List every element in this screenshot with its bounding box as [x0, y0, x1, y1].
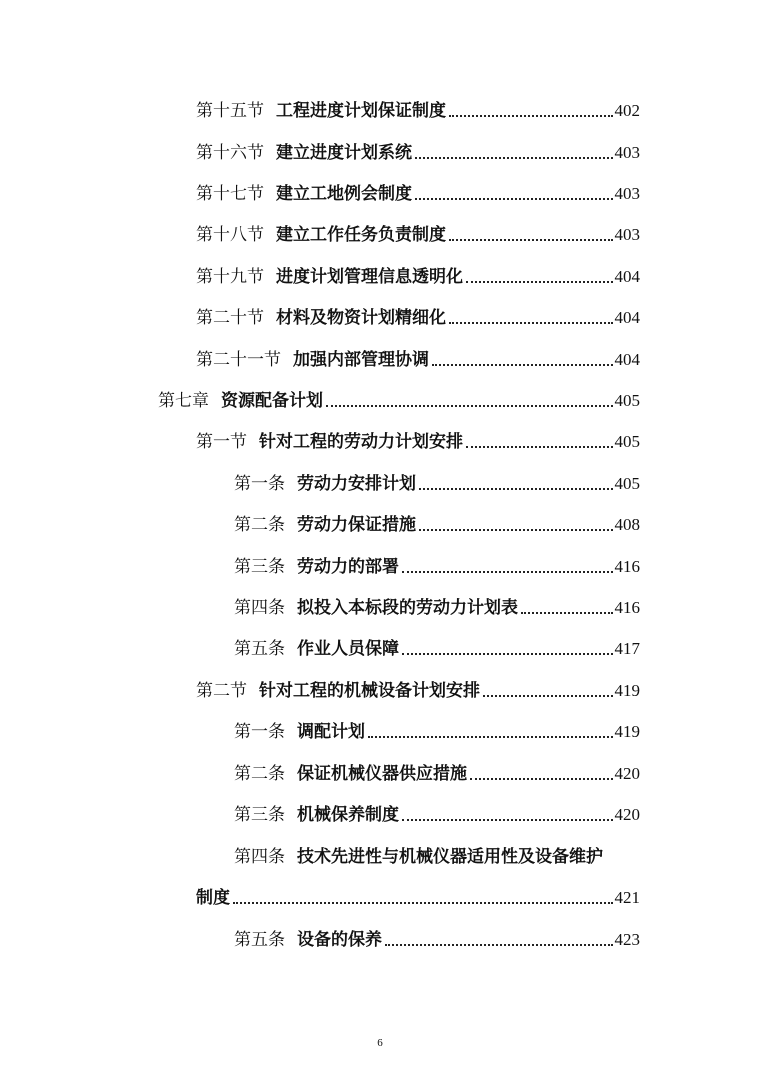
- dot-leader: [368, 734, 613, 738]
- toc-entry-label: 第十五节: [196, 101, 264, 121]
- toc-entry-page: 403: [614, 143, 640, 162]
- toc-entry[interactable]: [196, 179, 640, 205]
- toc-entry[interactable]: [196, 138, 640, 164]
- toc-entry-page: 408: [614, 515, 640, 534]
- toc-entry-label: 第十七节: [196, 184, 264, 204]
- toc-entry-page: 405: [614, 474, 640, 493]
- toc-entry-page: 404: [614, 308, 640, 327]
- toc-entry[interactable]: [196, 220, 640, 246]
- toc-entry-page: 419: [614, 722, 640, 741]
- toc-entry-page: 416: [614, 557, 640, 576]
- dot-leader: [470, 776, 613, 780]
- toc-entry-title: 材料及物资计划精细化: [276, 308, 446, 328]
- toc-entry-title: 加强内部管理协调: [293, 350, 429, 370]
- toc-entry-label: 第一节: [196, 432, 247, 452]
- toc-entry-label: 第二十一节: [196, 350, 281, 370]
- toc-entry-title: 拟投入本标段的劳动力计划表: [297, 598, 518, 618]
- toc-entry-title-continuation: 制度: [196, 888, 230, 908]
- toc-entry-label: 第十八节: [196, 225, 264, 245]
- toc-entry-page: 420: [614, 764, 640, 783]
- toc-entry-title: 资源配备计划: [221, 391, 323, 411]
- toc-entry[interactable]: [196, 676, 640, 702]
- toc-entry-page: 403: [614, 184, 640, 203]
- toc-entry[interactable]: [196, 262, 640, 288]
- toc-entry-page: 403: [614, 225, 640, 244]
- toc-entry[interactable]: [196, 303, 640, 329]
- toc-entry[interactable]: [196, 427, 640, 453]
- toc-entry-page: 417: [614, 639, 640, 658]
- toc-entry-title: 机械保养制度: [297, 805, 399, 825]
- toc-entry-title: 进度计划管理信息透明化: [276, 267, 463, 287]
- dot-leader: [432, 362, 613, 366]
- toc-entry-title: 劳动力保证措施: [297, 515, 416, 535]
- toc-entry[interactable]: [196, 96, 640, 122]
- dot-leader: [419, 527, 613, 531]
- toc-entry[interactable]: [234, 842, 640, 868]
- toc-entry-page: 405: [614, 391, 640, 410]
- toc-entry-label: 第七章: [158, 391, 209, 411]
- toc-entry-label: 第十九节: [196, 267, 264, 287]
- toc-entry-title: 调配计划: [297, 722, 365, 742]
- toc-entry-page: 420: [614, 805, 640, 824]
- toc-entry-page: 416: [614, 598, 640, 617]
- toc-entry-label: 第一条: [234, 722, 285, 742]
- dot-leader: [449, 113, 613, 117]
- toc-entry[interactable]: [234, 634, 640, 660]
- dot-leader: [233, 900, 613, 904]
- toc-entry-title: 技术先进性与机械仪器适用性及设备维护: [297, 847, 603, 867]
- toc-entry-label: 第五条: [234, 930, 285, 950]
- dot-leader: [385, 942, 613, 946]
- dot-leader: [449, 237, 613, 241]
- toc-entry-label: 第五条: [234, 639, 285, 659]
- toc-entry[interactable]: [196, 345, 640, 371]
- toc-entry-title: 劳动力安排计划: [297, 474, 416, 494]
- toc-entry-page: 404: [614, 267, 640, 286]
- toc-entry[interactable]: [234, 925, 640, 951]
- dot-leader: [419, 486, 613, 490]
- dot-leader: [466, 444, 613, 448]
- toc-entry-label: 第三条: [234, 557, 285, 577]
- toc-entry-title: 工程进度计划保证制度: [276, 101, 446, 121]
- dot-leader: [402, 569, 613, 573]
- toc-entry-title: 设备的保养: [297, 930, 382, 950]
- toc-entry-title: 劳动力的部署: [297, 557, 399, 577]
- toc-entry[interactable]: [234, 800, 640, 826]
- page-footer-number: 6: [377, 1037, 383, 1049]
- toc-entry[interactable]: [234, 510, 640, 536]
- dot-leader: [402, 817, 613, 821]
- toc-entry-title: 建立工地例会制度: [276, 184, 412, 204]
- toc-entry-title: 针对工程的劳动力计划安排: [259, 432, 463, 452]
- dot-leader: [415, 155, 613, 159]
- toc-entry-label: 第四条: [234, 847, 285, 867]
- toc-entry-continuation[interactable]: [196, 883, 640, 909]
- dot-leader: [402, 651, 613, 655]
- toc-entry-label: 第四条: [234, 598, 285, 618]
- dot-leader: [415, 196, 613, 200]
- dot-leader: [449, 320, 613, 324]
- toc-entry-title: 作业人员保障: [297, 639, 399, 659]
- dot-leader: [483, 693, 613, 697]
- toc-chapter-entry[interactable]: [158, 386, 640, 412]
- toc-entry-title: 建立进度计划系统: [276, 143, 412, 163]
- toc-entry-page: 405: [614, 432, 640, 451]
- toc-entry-page: 404: [614, 350, 640, 369]
- dot-leader: [521, 610, 613, 614]
- toc-entry[interactable]: [234, 759, 640, 785]
- toc-entry-label: 第二条: [234, 515, 285, 535]
- toc-entry[interactable]: [234, 552, 640, 578]
- toc-entry-label: 第三条: [234, 805, 285, 825]
- toc-entry-label: 第十六节: [196, 143, 264, 163]
- toc-entry[interactable]: [234, 717, 640, 743]
- toc-entry-page: 402: [614, 101, 640, 120]
- toc-entry-label: 第二条: [234, 764, 285, 784]
- toc-entry-title: 建立工作任务负责制度: [276, 225, 446, 245]
- toc-entry[interactable]: [234, 469, 640, 495]
- toc-entry-page: 423: [614, 930, 640, 949]
- toc-entry[interactable]: [234, 593, 640, 619]
- toc-entry-page: 419: [614, 681, 640, 700]
- dot-leader: [326, 403, 613, 407]
- toc-entry-page: 421: [614, 888, 640, 907]
- dot-leader: [466, 279, 613, 283]
- toc-entry-label: 第一条: [234, 474, 285, 494]
- toc-entry-title: 针对工程的机械设备计划安排: [259, 681, 480, 701]
- toc-entry-title: 保证机械仪器供应措施: [297, 764, 467, 784]
- toc-entry-label: 第二十节: [196, 308, 264, 328]
- toc-entry-label: 第二节: [196, 681, 247, 701]
